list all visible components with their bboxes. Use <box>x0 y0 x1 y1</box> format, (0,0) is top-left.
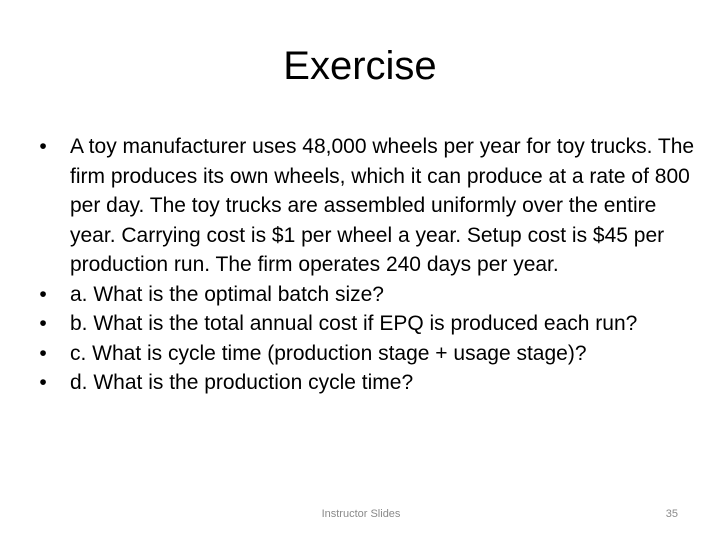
bullet-item <box>36 309 696 339</box>
bullet-icon: • <box>39 135 47 158</box>
bullet-icon: • <box>39 371 47 394</box>
bullet-list <box>36 132 696 398</box>
bullet-item <box>36 339 696 369</box>
bullet-icon: • <box>39 341 47 365</box>
bullet-item <box>36 280 696 310</box>
bullet-text: c. What is cycle time (production stage + usage stage)? <box>70 341 587 365</box>
bullet-text: b. What is the total annual cost if EPQ is produced each run? <box>70 312 638 335</box>
bullet-text: a. What is the optimal batch size? <box>70 282 384 306</box>
bullet-text: A toy manufacturer uses 48,000 wheels per year for toy trucks. The firm produces its own wheels, which it can produce at a rate of 800 per day. The toy trucks are assembled uniformly over the entire year. Carrying cost is $1 per wheel a year. Setup cost is $45 per production run. The firm operates 240 days per year. <box>70 135 695 276</box>
footer-label: Instructor Slides <box>321 508 401 520</box>
slide-title: Exercise <box>283 44 437 88</box>
bullet-text: d. What is the production cycle time? <box>70 371 414 394</box>
bullet-item <box>36 132 696 280</box>
bullet-item <box>36 368 696 398</box>
bullet-icon: • <box>39 282 47 306</box>
bullet-icon: • <box>39 312 47 335</box>
page-number: 35 <box>665 508 678 520</box>
